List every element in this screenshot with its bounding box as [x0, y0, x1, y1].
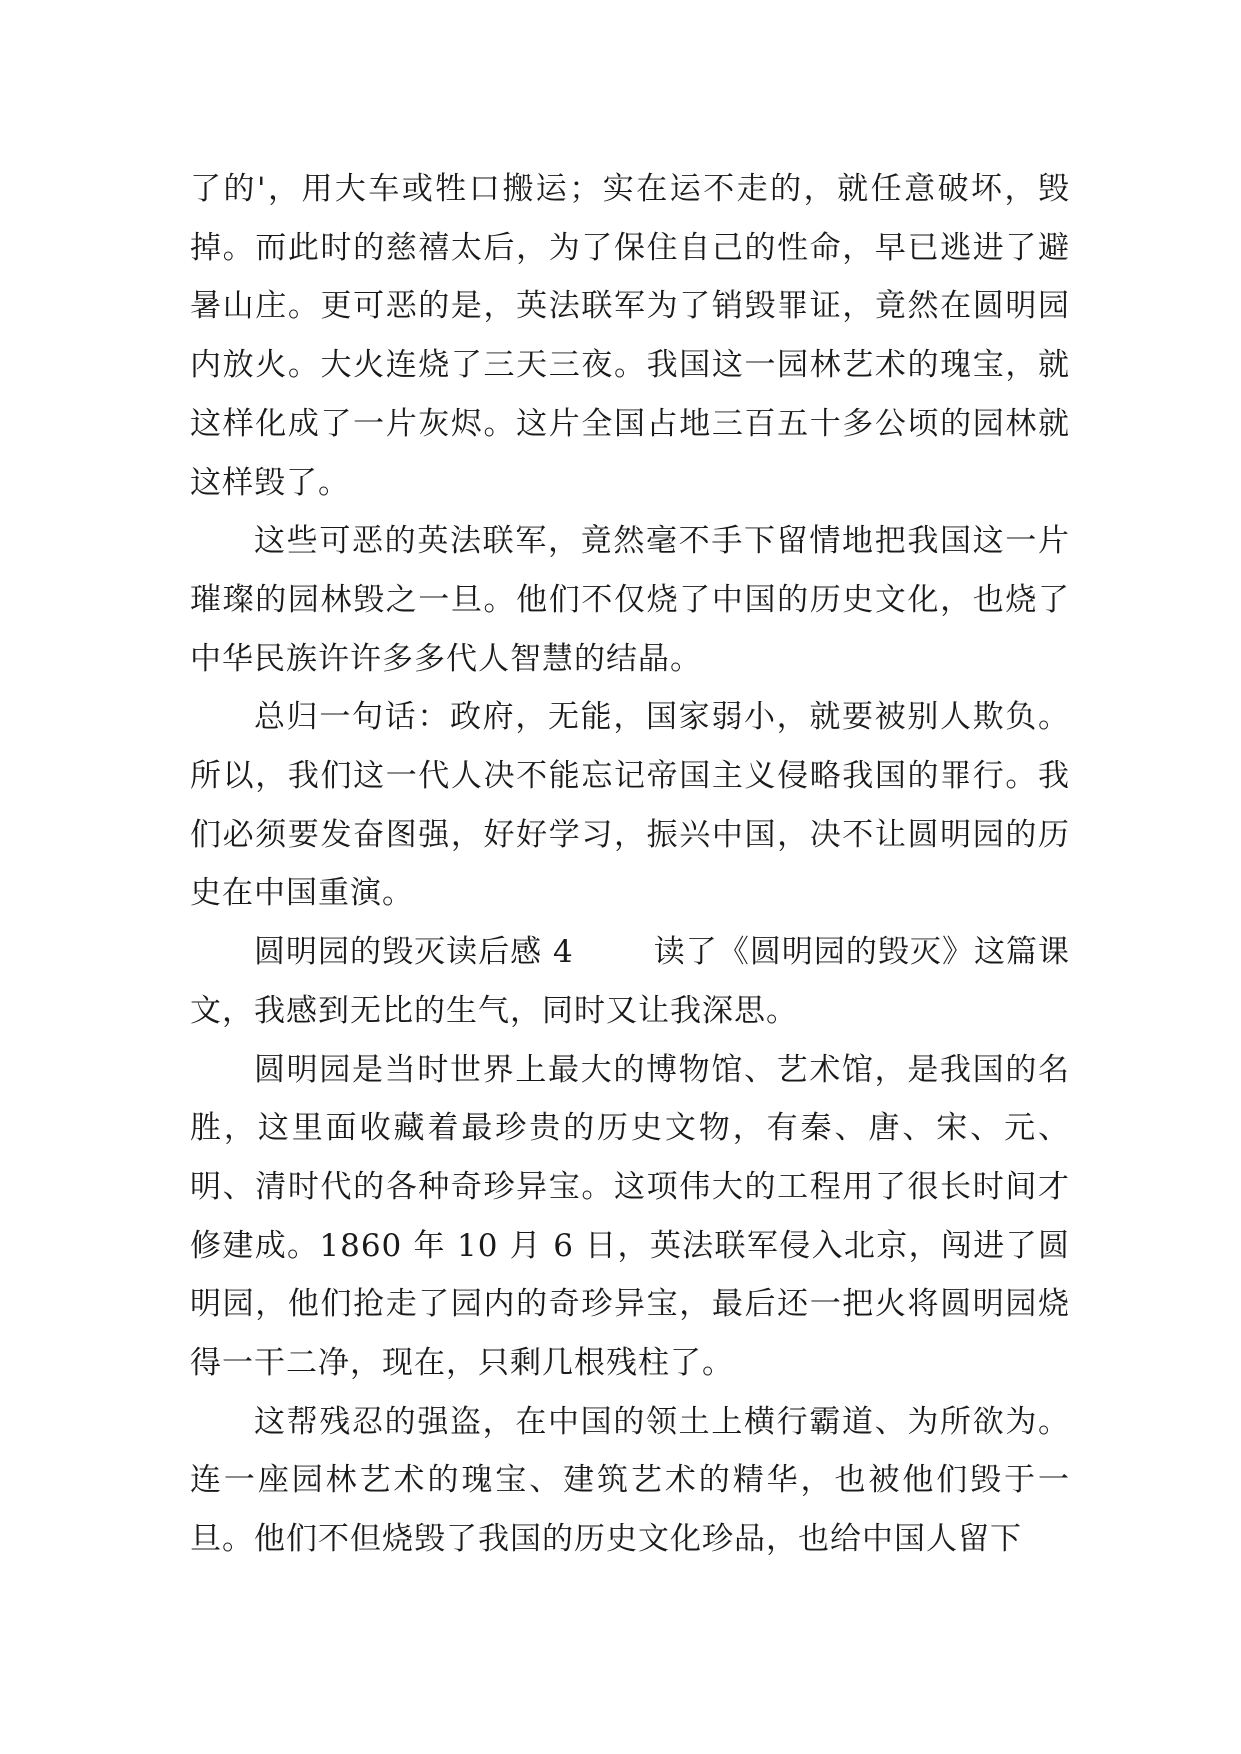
paragraph-5: 圆明园是当时世界上最大的博物馆、艺术馆，是我国的名胜，这里面收藏着最珍贵的历史文物，有秦、唐、宋、元、明、清时代的各种奇珍异宝。这项伟大的工程用了很长时间才修建成。1860 年 10 月 6 日，英法联军侵入北京，闯进了圆明园，他们抢走了园内的奇珍异宝，最后还一把火将圆明园烧得一干二净，现在，只剩几根残柱了。 — [190, 1051, 1070, 1382]
paragraph-2: 这些可恶的英法联军，竟然毫不手下留情地把我国这一片璀璨的园林毁之一旦。他们不仅烧了中国的历史文化，也烧了中华民族许许多多代人智慧的结晶。 — [190, 523, 1070, 677]
document-body — [190, 160, 1070, 1569]
paragraph-4 — [190, 923, 1070, 1040]
paragraph-6: 这帮残忍的强盗，在中国的领土上横行霸道、为所欲为。连一座园林艺术的瑰宝、建筑艺术的精华，也被他们毁于一旦。他们不但烧毁了我国的历史文化珍品，也给中国人留下 — [190, 1403, 1070, 1558]
section-heading: 圆明园的毁灭读后感 4 — [254, 934, 574, 971]
paragraph-4-text: 读了《圆明园的毁灭》这篇课文，我感到无比的生气，同时又让我深思。 — [190, 934, 1071, 1029]
paragraph-1: 了的'，用大车或牲口搬运；实在运不走的，就任意破坏，毁掉。而此时的慈禧太后，为了保住自己的性命，早已逃进了避暑山庄。更可恶的是，英法联军为了销毁罪证，竟然在圆明园内放火。大火连烧了三天三夜。我国这一园林艺术的瑰宝，就这样化成了一片灰烬。这片全国占地三百五十多公顷的园林就这样毁了。 — [190, 171, 1070, 501]
paragraph-3: 总归一句话：政府，无能，国家弱小，就要被别人欺负。所以，我们这一代人决不能忘记帝国主义侵略我国的罪行。我们必须要发奋图强，好好学习，振兴中国，决不让圆明园的历史在中国重演。 — [190, 699, 1070, 912]
